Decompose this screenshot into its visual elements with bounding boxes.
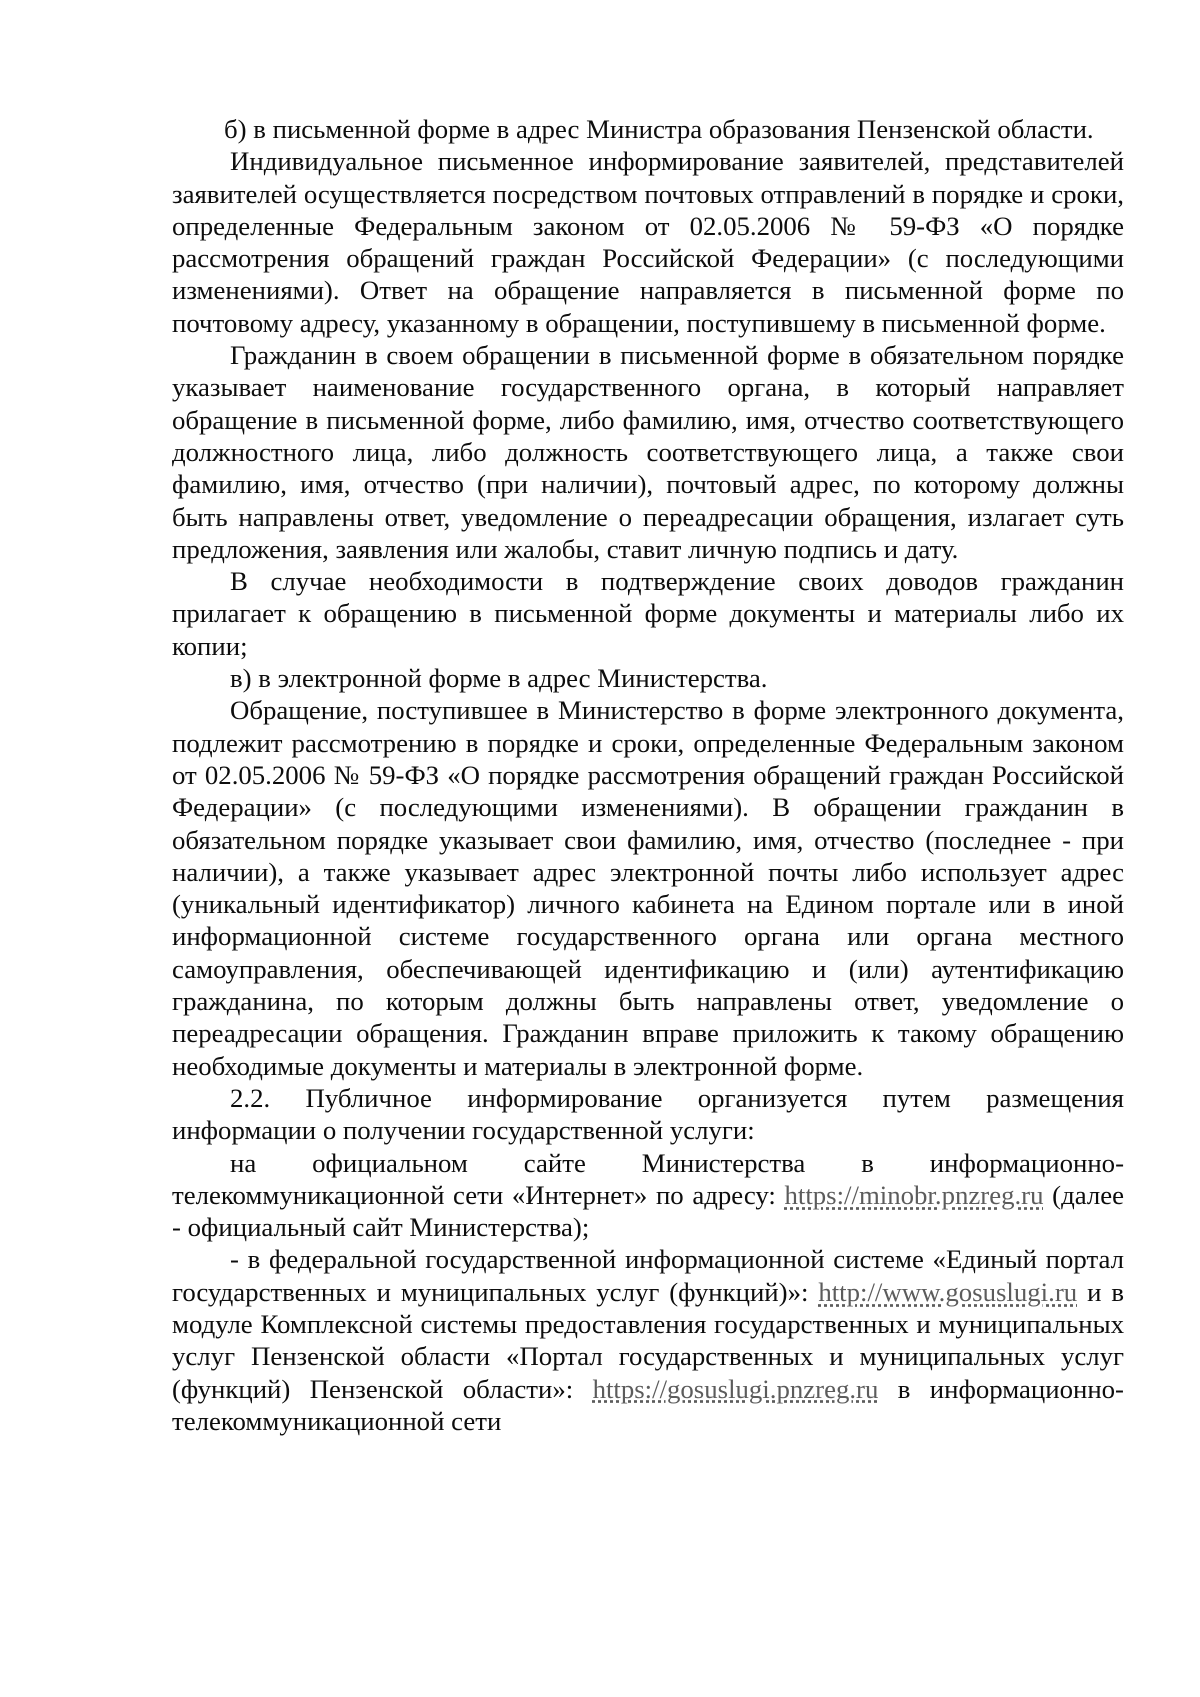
gosuslugi-text-middle: и в модуле Комплексной системы предоставления государственных и муниципальных услуг Пензенской области «Портал государственных и муниципальных услуг (функций) Пензенской области»: <box>172 1276 1124 1404</box>
paragraph-individual-written-informing: Индивидуальное письменное информирование заявителей, представителей заявителей осуществляется посредством почтовых отправлений в порядке и сроки, определенные Федеральным законом от 02.05.2006 № 59-ФЗ «О порядке рассмотрения обращений граждан Российской Федерации» (с последующими изменениями). Ответ на обращение направляется в письменной форме по почтовому адресу, указанному в обращении, поступившему в письменной форме. <box>172 146 1124 338</box>
paragraph-written-form-minister: б) в письменной форме в адрес Министра образования Пензенской области. <box>224 114 1094 144</box>
paragraph-public-informing: 2.2. Публичное информирование организуется путем размещения информации о получении государственной услуги: <box>172 1082 1124 1146</box>
gosuslugi-pnzreg-link[interactable]: https://gosuslugi.pnzreg.ru <box>592 1373 879 1404</box>
minobr-link[interactable]: https://minobr.pnzreg.ru <box>784 1179 1044 1210</box>
paragraph-attached-documents: В случае необходимости в подтверждение своих доводов гражданин прилагает к обращению в письменной форме документы и материалы либо их копии; <box>172 566 1124 661</box>
gosuslugi-link[interactable]: http://www.gosuslugi.ru <box>818 1276 1078 1307</box>
paragraph-gosuslugi <box>172 1243 1124 1437</box>
paragraph-citizen-written-appeal: Гражданин в своем обращении в письменной форме в обязательном порядке указывает наименование государственного органа, в который направляет обращение в письменной форме, либо фамилию, имя, отчество соответствующего должностного лица, либо должность соответствующего лица, а также свои фамилию, имя, отчество (при наличии), почтовый адрес, по которому должны быть направлены ответ, уведомление о переадресации обращения, излагает суть предложения, заявления или жалобы, ставит личную подпись и дату. <box>172 340 1124 564</box>
paragraph-electronic-appeal: Обращение, поступившее в Министерство в форме электронного документа, подлежит рассмотрению в порядке и сроки, определенные Федеральным законом от 02.05.2006 № 59-ФЗ «О порядке рассмотрения обращений граждан Российской Федерации» (с последующими изменениями). В обращении гражданин в обязательном порядке указывает свои фамилию, имя, отчество (последнее - при наличии), а также указывает адрес электронной почты либо использует адрес (уникальный идентификатор) личного кабинета на Едином портале или в иной информационной системе государственного органа или органа местного самоуправления, обеспечивающей идентификацию и (или) аутентификацию гражданина, по которым должны быть направлены ответ, уведомление о переадресации обращения. Гражданин вправе приложить к такому обращению необходимые документы и материалы в электронной форме. <box>172 695 1124 1081</box>
official-site-text-before: на официальном сайте Министерства в информационно-телекоммуникационной сети «Интернет» по адресу: <box>172 1147 1124 1210</box>
gosuslugi-text-before: - в федеральной государственной информационной системе «Единый портал государственных и муниципальных услуг (функций)»: <box>172 1244 1124 1307</box>
document-body <box>172 113 1124 1437</box>
official-site-text-after: (далее - официальный сайт Министерства); <box>172 1179 1125 1243</box>
paragraph-electronic-form: в) в электронной форме в адрес Министерства. <box>230 663 768 694</box>
paragraph-official-site <box>172 1147 1124 1244</box>
gosuslugi-text-after: в информационно-телекоммуникационной сети <box>172 1373 1124 1436</box>
